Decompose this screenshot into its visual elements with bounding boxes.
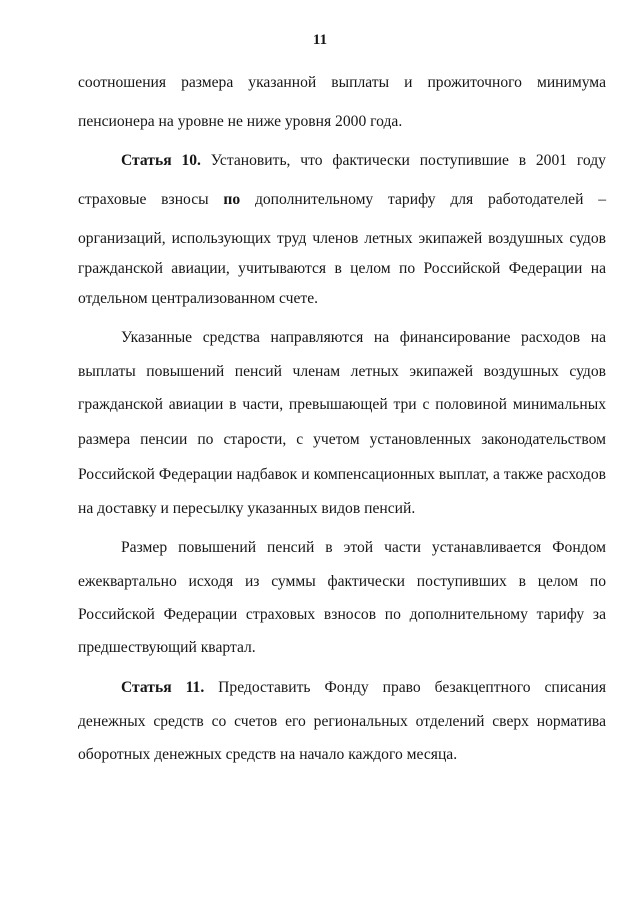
text-line: предшествующий квартал. (78, 639, 256, 656)
text-line: организаций, использующих труд членов летных экипажей воздушных судов (78, 230, 606, 247)
text-line: соотношения размера указанной выплаты и прожиточного минимума (78, 74, 606, 91)
text-line: денежных средств со счетов его региональных отделений сверх норматива (78, 713, 606, 730)
article-number: Статья 11. (121, 679, 205, 696)
article-10-heading-line: Статья 10. Установить, что фактически поступившие в 2001 году (121, 152, 606, 169)
text-line: пенсионера на уровне не ниже уровня 2000 года. (78, 113, 403, 130)
text-line: гражданской авиации в части, превышающей три с половиной минимальных (78, 396, 606, 413)
text-line: страховые взносы по дополнительному тарифу для работодателей – (78, 191, 606, 208)
text-line: на доставку и пересылку указанных видов пенсий. (78, 500, 416, 517)
article-11-heading-line: Статья 11. Предоставить Фонду право безакцептного списания (121, 679, 606, 696)
text-line: размера пенсии по старости, с учетом установленных законодательством (78, 431, 606, 448)
page-number: 11 (312, 32, 328, 48)
text-line: Размер повышений пенсий в этой части устанавливается Фондом (121, 539, 606, 556)
text-line: ежеквартально исходя из суммы фактически поступивших в целом по (78, 573, 606, 590)
text-line: оборотных денежных средств на начало каждого месяца. (78, 746, 458, 763)
text-line: Указанные средства направляются на финансирование расходов на (121, 329, 606, 346)
article-number: Статья 10. (121, 152, 201, 169)
text-line: отдельном централизованном счете. (78, 290, 319, 307)
text-line: Российской Федерации страховых взносов по дополнительному тарифу за (78, 606, 606, 623)
text-line: Российской Федерации надбавок и компенсационных выплат, а также расходов (78, 466, 606, 483)
text-line: выплаты повышений пенсий членам летных экипажей воздушных судов (78, 363, 606, 380)
text-line: гражданской авиации, учитываются в целом по Российской Федерации на (78, 260, 606, 277)
